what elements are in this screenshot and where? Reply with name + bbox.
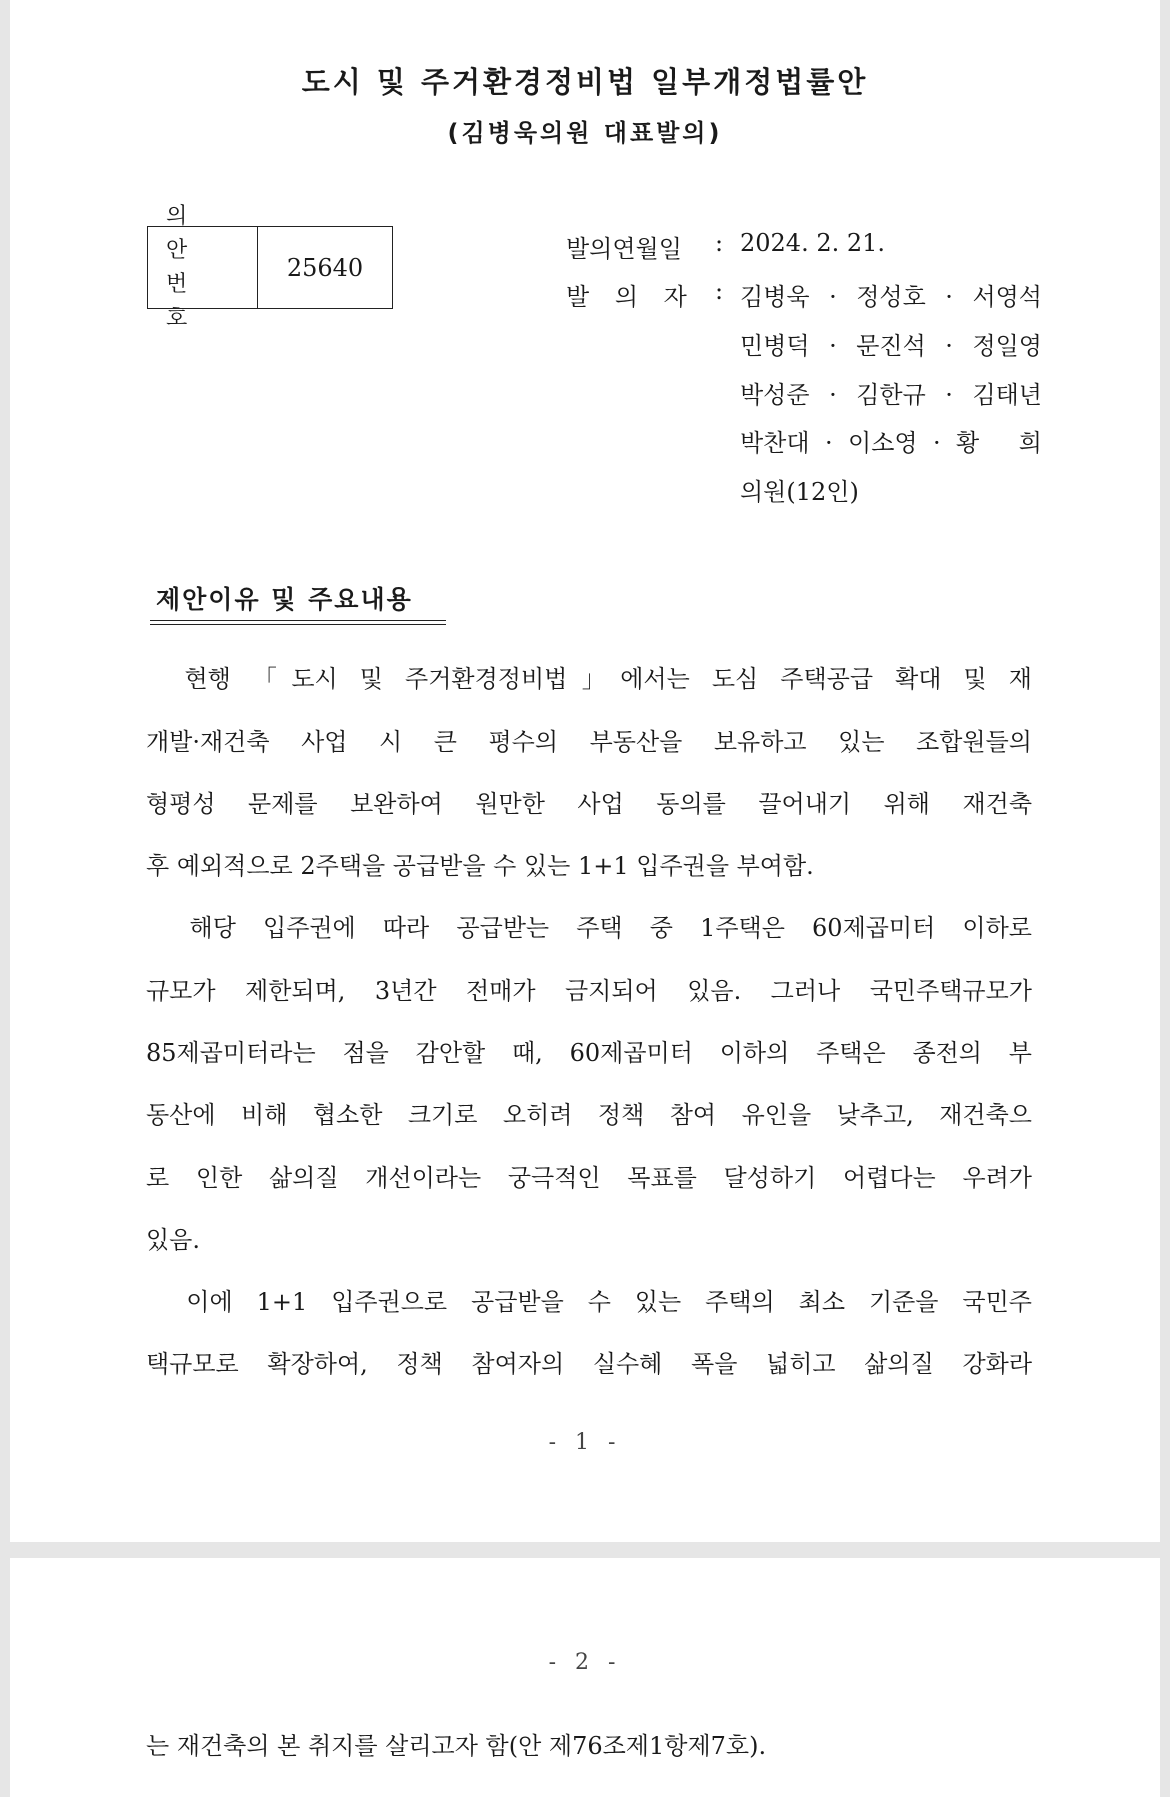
body-line-6: 규모가 제한되며, 3년간 전매가 금지되어 있음. 그러나 국민주택규모가: [146, 977, 1032, 1005]
body-line-11: 이에 1+1 입주권으로 공급받을 수 있는 주택의 최소 기준을 국민주: [146, 1288, 1032, 1316]
body-line-10: 있음.: [146, 1226, 200, 1254]
bill-number-label-line2: 번 호: [166, 271, 206, 331]
date-colon: :: [715, 229, 724, 257]
sponsor-count: 의원(12인): [740, 478, 859, 506]
document-page-2: [10, 1558, 1160, 1797]
sponsor-line-1: 김병욱 · 정성호 · 서영석: [740, 283, 1042, 311]
sponsor-colon: :: [715, 277, 724, 305]
bill-number-label-line1: 의 안: [166, 203, 206, 263]
bill-subtitle: (김병욱의원 대표발의): [447, 119, 723, 147]
body-line-3: 형평성 문제를 보완하여 원만한 사업 동의를 끌어내기 위해 재건축: [146, 790, 1032, 818]
sponsor-line-3: 박성준 · 김한규 · 김태년: [740, 381, 1042, 409]
bill-number-box: [147, 203, 393, 331]
date-label: 발의연월일: [566, 235, 682, 263]
sponsor-label: 발 의 자: [566, 283, 696, 311]
body-line-4: 후 예외적으로 2주택을 공급받을 수 있는 1+1 입주권을 부여함.: [146, 852, 814, 880]
body-line-7: 85제곱미터라는 점을 감안할 때, 60제곱미터 이하의 주택은 종전의 부: [146, 1039, 1032, 1067]
sponsor-line-2: 민병덕 · 문진석 · 정일영: [740, 332, 1042, 360]
bill-number-label: [148, 203, 258, 331]
body-line-9: 로 인한 삶의질 개선이라는 궁극적인 목표를 달성하기 어렵다는 우려가: [146, 1164, 1032, 1192]
body-line-8: 동산에 비해 협소한 크기로 오히려 정책 참여 유인을 낮추고, 재건축으: [146, 1101, 1032, 1129]
page2-line-1: 는 재건축의 본 취지를 살리고자 함(안 제76조제1항제7호).: [146, 1732, 767, 1760]
sponsor-line-4: 박찬대 · 이소영 · 황 희: [740, 429, 1042, 457]
body-line-1: 현행 「도시 및 주거환경정비법」에서는 도심 주택공급 확대 및 재: [146, 665, 1032, 693]
body-line-5: 해당 입주권에 따라 공급받는 주택 중 1주택은 60제곱미터 이하로: [146, 914, 1032, 942]
date-value: 2024. 2. 21.: [740, 229, 886, 257]
section-heading-underline: [150, 620, 446, 625]
document-page-1: [10, 0, 1160, 1542]
bill-number-value: 25640: [286, 253, 364, 282]
body-line-12: 택규모로 확장하여, 정책 참여자의 실수혜 폭을 넓히고 삶의질 강화라: [146, 1350, 1032, 1378]
bill-title: 도시 및 주거환경정비법 일부개정법률안: [301, 65, 869, 99]
page-number-2: - 2 -: [548, 1650, 622, 1675]
body-line-2: 개발·재건축 사업 시 큰 평수의 부동산을 보유하고 있는 조합원들의: [146, 728, 1032, 756]
page-number-1: - 1 -: [548, 1430, 622, 1455]
section-heading: 제안이유 및 주요내용: [156, 585, 413, 614]
